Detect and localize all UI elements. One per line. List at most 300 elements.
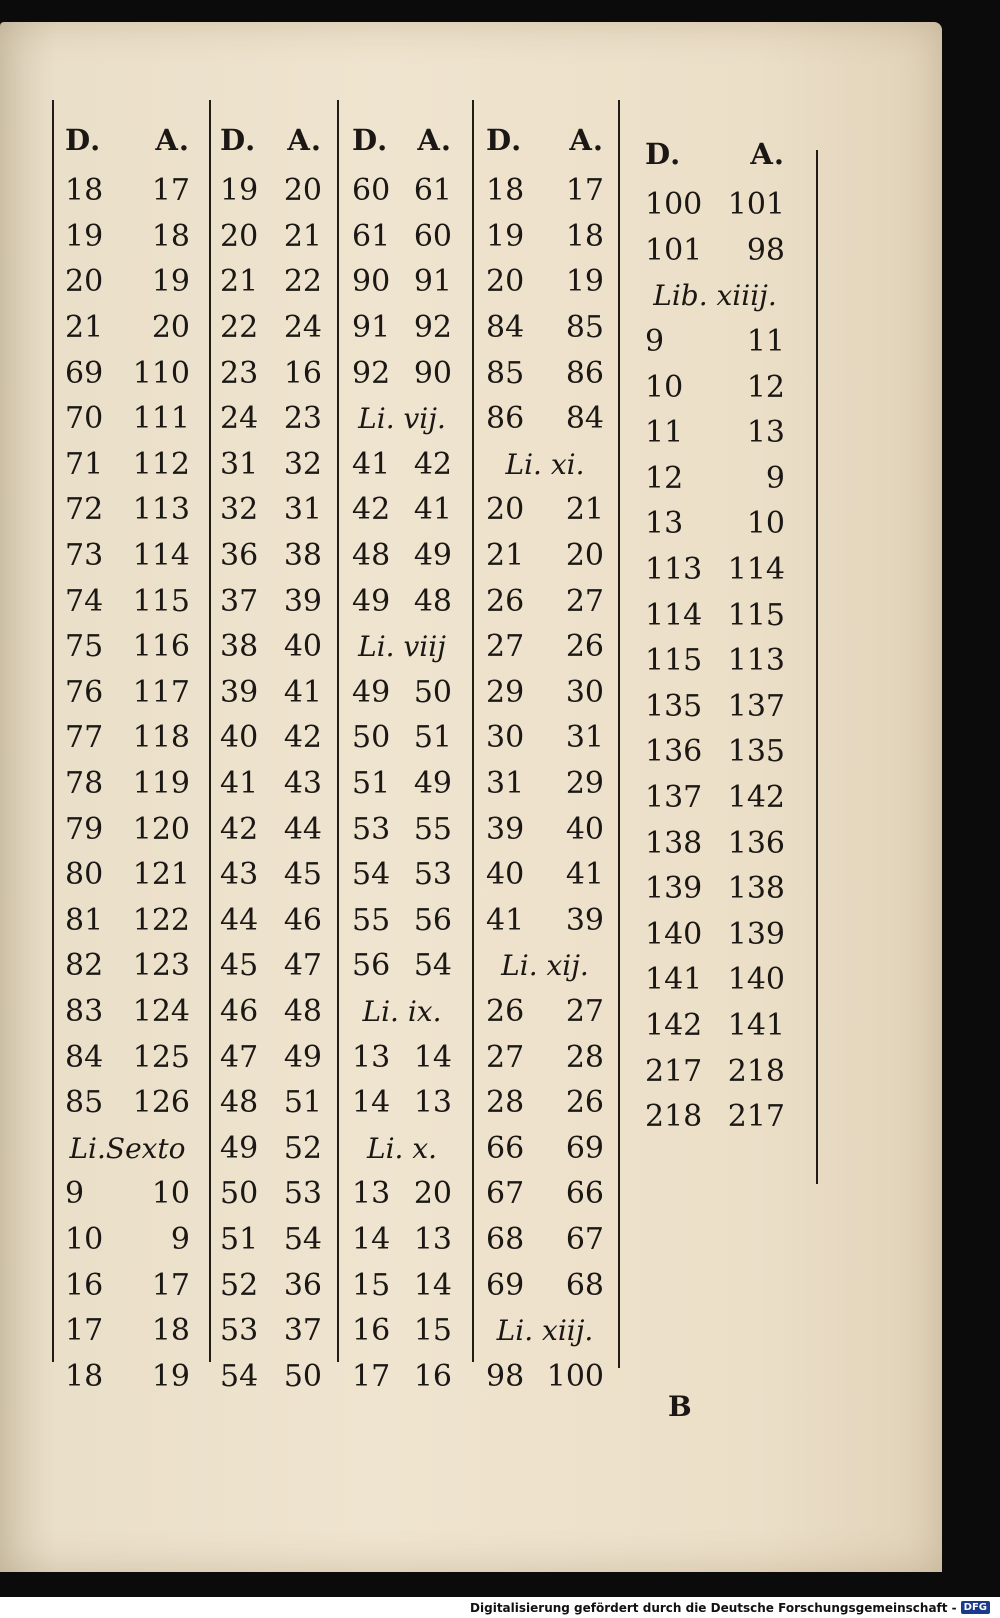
cell-a: 90 <box>413 355 452 391</box>
table-row <box>486 1171 604 1217</box>
cell-a: 111 <box>132 401 190 437</box>
cell-d: 85 <box>486 355 525 391</box>
cell-a: 45 <box>283 857 322 893</box>
cell-a: 66 <box>565 1176 604 1212</box>
cell-a: 92 <box>413 310 452 346</box>
table-row <box>220 989 322 1035</box>
cell-a: 42 <box>283 720 322 756</box>
table-column-5 <box>645 112 785 1139</box>
table-row <box>645 684 785 730</box>
table-row <box>220 715 322 761</box>
cell-a: 50 <box>283 1358 322 1394</box>
table-row <box>352 715 452 761</box>
cell-a: 29 <box>565 766 604 802</box>
cell-d: 73 <box>65 538 104 574</box>
header-d: D. <box>486 123 523 157</box>
table-row <box>220 1080 322 1126</box>
cell-a: 54 <box>413 948 452 984</box>
table-row <box>645 319 785 365</box>
cell-d: 18 <box>486 173 525 209</box>
cell-d: 75 <box>65 629 104 665</box>
book-heading-row <box>352 624 452 670</box>
cell-d: 86 <box>486 401 525 437</box>
table-row <box>65 214 190 260</box>
table-row <box>65 943 190 989</box>
cell-a: 136 <box>727 825 785 861</box>
cell-d: 53 <box>220 1313 259 1349</box>
table-row <box>486 1217 604 1263</box>
table-row <box>486 578 604 624</box>
column-header <box>352 112 452 168</box>
table-row <box>220 259 322 305</box>
cell-a: 47 <box>283 948 322 984</box>
column-rule <box>472 100 474 1362</box>
table-row <box>352 214 452 260</box>
cell-a: 18 <box>565 218 604 254</box>
table-row <box>220 1308 322 1354</box>
cell-a: 26 <box>565 629 604 665</box>
table-row <box>645 182 785 228</box>
cell-a: 30 <box>565 674 604 710</box>
cell-a: 49 <box>413 766 452 802</box>
cell-d: 40 <box>486 857 525 893</box>
cell-a: 21 <box>283 218 322 254</box>
cell-a: 23 <box>283 401 322 437</box>
table-column-4 <box>486 112 604 1399</box>
table-row <box>645 866 785 912</box>
cell-a: 51 <box>283 1085 322 1121</box>
cell-d: 10 <box>645 369 684 405</box>
cell-d: 69 <box>65 355 104 391</box>
book-label: Li. xiij. <box>496 1314 594 1348</box>
table-column-2 <box>220 112 322 1399</box>
table-row <box>486 1125 604 1171</box>
cell-d: 40 <box>220 720 259 756</box>
cell-d: 79 <box>65 811 104 847</box>
cell-d: 139 <box>645 871 703 907</box>
cell-a: 137 <box>727 688 785 724</box>
table-row <box>65 761 190 807</box>
table-row <box>645 820 785 866</box>
digitization-footer <box>0 1597 1000 1618</box>
cell-d: 41 <box>352 446 391 482</box>
table-row <box>352 761 452 807</box>
cell-d: 68 <box>486 1221 525 1257</box>
cell-d: 113 <box>645 552 703 588</box>
table-row <box>486 1034 604 1080</box>
cell-d: 61 <box>352 218 391 254</box>
table-row <box>486 715 604 761</box>
cell-a: 67 <box>565 1221 604 1257</box>
table-row <box>486 1080 604 1126</box>
table-row <box>486 396 604 442</box>
column-header <box>65 112 190 168</box>
table-row <box>645 228 785 274</box>
cell-a: 22 <box>283 264 322 300</box>
cell-a: 61 <box>413 173 452 209</box>
table-row <box>486 487 604 533</box>
column-header <box>220 112 322 168</box>
book-label: Li. xi. <box>505 447 585 481</box>
table-row <box>645 729 785 775</box>
cell-d: 50 <box>220 1176 259 1212</box>
cell-d: 137 <box>645 780 703 816</box>
cell-d: 42 <box>352 492 391 528</box>
cell-a: 115 <box>132 583 190 619</box>
cell-d: 16 <box>65 1267 104 1303</box>
table-row <box>352 1171 452 1217</box>
cell-a: 113 <box>727 643 785 679</box>
header-a: A. <box>750 137 785 171</box>
cell-d: 36 <box>220 538 259 574</box>
cell-d: 84 <box>486 310 525 346</box>
cell-a: 16 <box>413 1358 452 1394</box>
cell-a: 117 <box>132 674 190 710</box>
table-row <box>645 638 785 684</box>
table-row <box>220 1125 322 1171</box>
table-row <box>220 578 322 624</box>
cell-d: 31 <box>220 446 259 482</box>
table-row <box>645 501 785 547</box>
cell-a: 15 <box>413 1313 452 1349</box>
header-a: A. <box>155 123 190 157</box>
cell-d: 19 <box>65 218 104 254</box>
cell-a: 98 <box>746 232 785 268</box>
signature-mark: B <box>668 1390 692 1423</box>
cell-d: 12 <box>645 460 684 496</box>
book-heading-row <box>645 273 785 319</box>
book-heading-row <box>486 442 604 488</box>
cell-a: 138 <box>727 871 785 907</box>
table-row <box>220 533 322 579</box>
table-row <box>486 761 604 807</box>
cell-a: 41 <box>565 857 604 893</box>
cell-d: 14 <box>352 1085 391 1121</box>
book-heading-row <box>486 943 604 989</box>
table-row <box>486 1262 604 1308</box>
cell-d: 115 <box>645 643 703 679</box>
cell-a: 19 <box>151 1358 190 1394</box>
cell-d: 26 <box>486 993 525 1029</box>
table-row <box>645 364 785 410</box>
cell-a: 56 <box>413 902 452 938</box>
cell-d: 20 <box>220 218 259 254</box>
cell-d: 26 <box>486 583 525 619</box>
table-row <box>220 1353 322 1399</box>
cell-d: 135 <box>645 688 703 724</box>
cell-d: 49 <box>352 674 391 710</box>
table-row <box>220 624 322 670</box>
table-row <box>352 670 452 716</box>
cell-d: 56 <box>352 948 391 984</box>
cell-a: 26 <box>565 1085 604 1121</box>
table-row <box>645 1003 785 1049</box>
cell-a: 113 <box>132 492 190 528</box>
cell-a: 124 <box>132 993 190 1029</box>
table-row <box>486 852 604 898</box>
cell-d: 43 <box>220 857 259 893</box>
cell-d: 16 <box>352 1313 391 1349</box>
cell-a: 38 <box>283 538 322 574</box>
table-row <box>65 1353 190 1399</box>
cell-d: 78 <box>65 766 104 802</box>
cell-d: 39 <box>486 811 525 847</box>
cell-a: 122 <box>132 902 190 938</box>
cell-d: 9 <box>65 1176 85 1212</box>
table-row <box>65 350 190 396</box>
table-row <box>65 259 190 305</box>
cell-a: 39 <box>283 583 322 619</box>
table-row <box>486 624 604 670</box>
header-a: A. <box>287 123 322 157</box>
cell-d: 48 <box>220 1085 259 1121</box>
table-row <box>65 578 190 624</box>
table-row <box>486 806 604 852</box>
table-row <box>352 487 452 533</box>
cell-d: 114 <box>645 597 703 633</box>
cell-a: 217 <box>727 1099 785 1135</box>
cell-d: 140 <box>645 916 703 952</box>
cell-d: 54 <box>352 857 391 893</box>
column-rule <box>816 150 818 1184</box>
table-row <box>352 898 452 944</box>
book-page <box>0 22 942 1572</box>
cell-a: 54 <box>283 1221 322 1257</box>
cell-a: 91 <box>413 264 452 300</box>
table-row <box>352 350 452 396</box>
cell-d: 91 <box>352 310 391 346</box>
cell-a: 85 <box>565 310 604 346</box>
cell-a: 17 <box>151 1267 190 1303</box>
cell-d: 92 <box>352 355 391 391</box>
table-row <box>65 989 190 1035</box>
table-row <box>645 456 785 502</box>
table-row <box>65 396 190 442</box>
table-row <box>220 1217 322 1263</box>
cell-d: 13 <box>352 1176 391 1212</box>
cell-d: 22 <box>220 310 259 346</box>
cell-d: 46 <box>220 993 259 1029</box>
cell-a: 46 <box>283 902 322 938</box>
header-d: D. <box>352 123 389 157</box>
column-rule <box>337 100 339 1362</box>
cell-a: 24 <box>283 310 322 346</box>
cell-a: 139 <box>727 916 785 952</box>
cell-d: 21 <box>220 264 259 300</box>
table-row <box>65 1034 190 1080</box>
cell-d: 83 <box>65 993 104 1029</box>
cell-d: 41 <box>220 766 259 802</box>
table-row <box>65 1217 190 1263</box>
table-row <box>486 533 604 579</box>
header-a: A. <box>417 123 452 157</box>
cell-d: 70 <box>65 401 104 437</box>
table-row <box>220 214 322 260</box>
cell-a: 51 <box>413 720 452 756</box>
cell-d: 100 <box>645 187 703 223</box>
table-row <box>65 624 190 670</box>
table-row <box>645 957 785 1003</box>
cell-d: 51 <box>352 766 391 802</box>
cell-a: 48 <box>283 993 322 1029</box>
table-row <box>486 214 604 260</box>
table-row <box>352 806 452 852</box>
cell-a: 20 <box>565 538 604 574</box>
cell-d: 141 <box>645 962 703 998</box>
table-row <box>65 852 190 898</box>
cell-a: 115 <box>727 597 785 633</box>
cell-a: 27 <box>565 993 604 1029</box>
cell-a: 135 <box>727 734 785 770</box>
cell-a: 42 <box>413 446 452 482</box>
column-rule <box>618 100 620 1368</box>
table-row <box>486 350 604 396</box>
book-heading-row <box>352 989 452 1035</box>
cell-a: 86 <box>565 355 604 391</box>
cell-a: 114 <box>727 552 785 588</box>
table-row <box>220 852 322 898</box>
table-row <box>486 898 604 944</box>
cell-a: 20 <box>413 1176 452 1212</box>
book-heading-row <box>352 396 452 442</box>
cell-a: 31 <box>283 492 322 528</box>
cell-d: 10 <box>65 1221 104 1257</box>
table-row <box>65 1262 190 1308</box>
cell-d: 11 <box>645 415 684 451</box>
table-column-3 <box>352 112 452 1399</box>
table-row <box>220 1034 322 1080</box>
cell-d: 38 <box>220 629 259 665</box>
table-row <box>486 259 604 305</box>
cell-a: 20 <box>283 173 322 209</box>
table-row <box>220 943 322 989</box>
cell-d: 29 <box>486 674 525 710</box>
cell-a: 52 <box>283 1130 322 1166</box>
cell-d: 24 <box>220 401 259 437</box>
cell-d: 69 <box>486 1267 525 1303</box>
cell-d: 53 <box>352 811 391 847</box>
cell-d: 23 <box>220 355 259 391</box>
cell-a: 112 <box>132 446 190 482</box>
cell-d: 76 <box>65 674 104 710</box>
table-row <box>352 578 452 624</box>
cell-a: 141 <box>727 1007 785 1043</box>
cell-d: 30 <box>486 720 525 756</box>
table-row <box>65 1171 190 1217</box>
table-row <box>352 442 452 488</box>
cell-d: 27 <box>486 629 525 665</box>
cell-a: 121 <box>132 857 190 893</box>
cell-d: 101 <box>645 232 703 268</box>
table-row <box>352 259 452 305</box>
cell-a: 118 <box>132 720 190 756</box>
cell-a: 17 <box>151 173 190 209</box>
table-row <box>220 305 322 351</box>
table-row <box>352 1308 452 1354</box>
cell-a: 32 <box>283 446 322 482</box>
cell-a: 18 <box>151 218 190 254</box>
book-label: Li.Sexto <box>69 1131 186 1165</box>
table-column-1 <box>65 112 190 1399</box>
cell-a: 48 <box>413 583 452 619</box>
cell-d: 20 <box>486 492 525 528</box>
cell-a: 53 <box>283 1176 322 1212</box>
book-label: Li. vij. <box>358 402 446 436</box>
cell-a: 60 <box>413 218 452 254</box>
cell-d: 13 <box>352 1039 391 1075</box>
cell-d: 39 <box>220 674 259 710</box>
cell-d: 82 <box>65 948 104 984</box>
cell-a: 116 <box>132 629 190 665</box>
cell-d: 54 <box>220 1358 259 1394</box>
cell-d: 18 <box>65 1358 104 1394</box>
cell-d: 17 <box>65 1313 104 1349</box>
table-row <box>352 168 452 214</box>
cell-d: 21 <box>65 310 104 346</box>
table-row <box>65 487 190 533</box>
cell-a: 10 <box>746 506 785 542</box>
cell-d: 52 <box>220 1267 259 1303</box>
cell-d: 49 <box>352 583 391 619</box>
book-heading-row <box>352 1125 452 1171</box>
book-label: Li. x. <box>366 1131 438 1165</box>
cell-d: 20 <box>486 264 525 300</box>
cell-d: 138 <box>645 825 703 861</box>
cell-a: 100 <box>546 1358 604 1394</box>
cell-a: 14 <box>413 1039 452 1075</box>
table-row <box>486 670 604 716</box>
table-row <box>352 1080 452 1126</box>
cell-d: 48 <box>352 538 391 574</box>
cell-a: 13 <box>413 1221 452 1257</box>
cell-a: 50 <box>413 674 452 710</box>
cell-a: 13 <box>746 415 785 451</box>
cell-d: 28 <box>486 1085 525 1121</box>
dfg-logo-icon: DFG <box>961 1601 990 1614</box>
table-row <box>220 487 322 533</box>
cell-d: 55 <box>352 902 391 938</box>
cell-d: 41 <box>486 902 525 938</box>
cell-a: 36 <box>283 1267 322 1303</box>
cell-d: 218 <box>645 1099 703 1135</box>
table-row <box>352 852 452 898</box>
table-row <box>220 350 322 396</box>
cell-a: 140 <box>727 962 785 998</box>
footer-text: Digitalisierung gefördert durch die Deutsche Forschungsgemeinschaft - <box>470 1600 957 1615</box>
table-row <box>65 806 190 852</box>
cell-a: 14 <box>413 1267 452 1303</box>
cell-a: 17 <box>565 173 604 209</box>
table-row <box>486 989 604 1035</box>
table-row <box>352 1262 452 1308</box>
header-d: D. <box>65 123 102 157</box>
cell-a: 13 <box>413 1085 452 1121</box>
cell-d: 77 <box>65 720 104 756</box>
cell-d: 81 <box>65 902 104 938</box>
cell-a: 49 <box>283 1039 322 1075</box>
column-rule <box>52 100 54 1362</box>
cell-a: 101 <box>727 187 785 223</box>
cell-d: 14 <box>352 1221 391 1257</box>
cell-d: 80 <box>65 857 104 893</box>
cell-d: 84 <box>65 1039 104 1075</box>
cell-a: 119 <box>132 766 190 802</box>
cell-d: 15 <box>352 1267 391 1303</box>
cell-d: 44 <box>220 902 259 938</box>
cell-d: 217 <box>645 1053 703 1089</box>
cell-d: 31 <box>486 766 525 802</box>
cell-d: 27 <box>486 1039 525 1075</box>
